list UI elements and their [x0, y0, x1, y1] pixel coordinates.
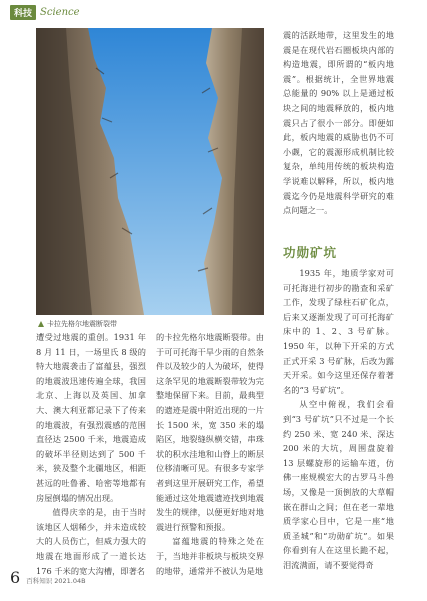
page-footer: [10, 568, 86, 587]
text-column-right-bottom: [283, 266, 394, 572]
paragraph: 震的活跃地带，这里发生的地震是在现代岩石圈板块内部的构造地震，即所谓的“板内地震”。根据统计，全世界地震总能量的 90% 以上是通过板块之间的地震释放的，板内地震只占了很小一部分。即便如此，板内地震的威胁也仍不可小觑，它的震源形成机制比较复杂，单纯用传统的板块构造学说难以解释，所以，板内地震迄今仍是地震科学研究的难点问题之一。: [283, 30, 394, 216]
paragraph: 1935 年，地质学家对可可托海进行初步的勘查和采矿工作，发现了绿柱石矿化点，后来又逐渐发现了可可托海矿床中的 1、2、3 号矿脉。1950 年，以种下开采的方式正式开采 3 号矿脉，后改为露天开采。如今这里还保存着著名的“3 号矿坑”。: [283, 268, 394, 395]
text-column-middle: [156, 330, 264, 578]
section-tag-english: Science: [40, 6, 80, 18]
text-column-left: [36, 330, 146, 578]
text-column-right-top: [283, 28, 394, 218]
paragraph: 富蕴地震的特殊之处在于，当地并非板块与板块交界的地带，通常并不被认为是地: [156, 536, 264, 576]
section-tag: 科技: [10, 5, 36, 20]
publication-info: 百科知识 2021.04B: [26, 577, 86, 585]
photo-caption: [38, 319, 117, 329]
fault-canyon-photo: [36, 28, 264, 315]
paragraph: 值得庆幸的是，由于当时该地区人烟稀少，并未造成较大的人员伤亡，但威力强大的地震在地面形成了一道长达 176 千米的宽大沟槽，即著名: [36, 507, 146, 576]
section-header: [10, 4, 80, 20]
paragraph: 遭受过地震的重创。1931 年 8 月 11 日，一场里氏 8 级的特大地震袭击了富蕴县，强烈的地震波迅速传遍全球，我国北京、上海以及英国、加拿大、澳大利亚都记录下了传来的地震波，有强烈震感的范围直径达 2500 千米，地震造成的破坏半径则达到了 500 千米，狭及整个北疆地区，相距甚远的吐鲁番、哈密等地都有房屋倒塌的情况出现。: [36, 332, 146, 503]
page-number: 6: [10, 568, 21, 587]
paragraph: 的卡拉先格尔地震断裂带。由于可可托海干旱少雨的自然条件以及较少的人为破坏，使得这条罕见的地震断裂带较为完整地保留下来。目前，最典型的遗迹是震中附近出现的一片长 1500 米，宽 350 米的塌陷区，地裂缝纵横交错，串珠状的积水洼地和山脊上的断层位移清晰可见。有很多专家学者到这里开展研究工作，希望能通过这处地震遗迹找到地震发生的规律，以便更好地对地震进行预警和预报。: [156, 332, 264, 532]
section-title: 功勋矿坑: [283, 245, 338, 260]
photo-caption-text: 卡拉先格尔地震断裂带: [47, 320, 117, 328]
canyon-illustration: [36, 28, 264, 315]
paragraph: 从空中俯视，我们会看到“3 号矿坑”只不过是一个长约 250 米、宽 240 米、深达 200 米的大坑，周围盘旋着 13 层螺旋形的运输车道，仿佛一座规模宏大的古罗马斗兽场，又像是一顶倒放的大草帽嵌在群山之间；但在老一辈地质学家心目中，它是一座“地质圣城”和“功勋矿坑”。如果你看到有人在这里长跪不起，泪流满面，请不要觉得奇: [283, 399, 394, 570]
caption-triangle-icon: [38, 321, 44, 327]
